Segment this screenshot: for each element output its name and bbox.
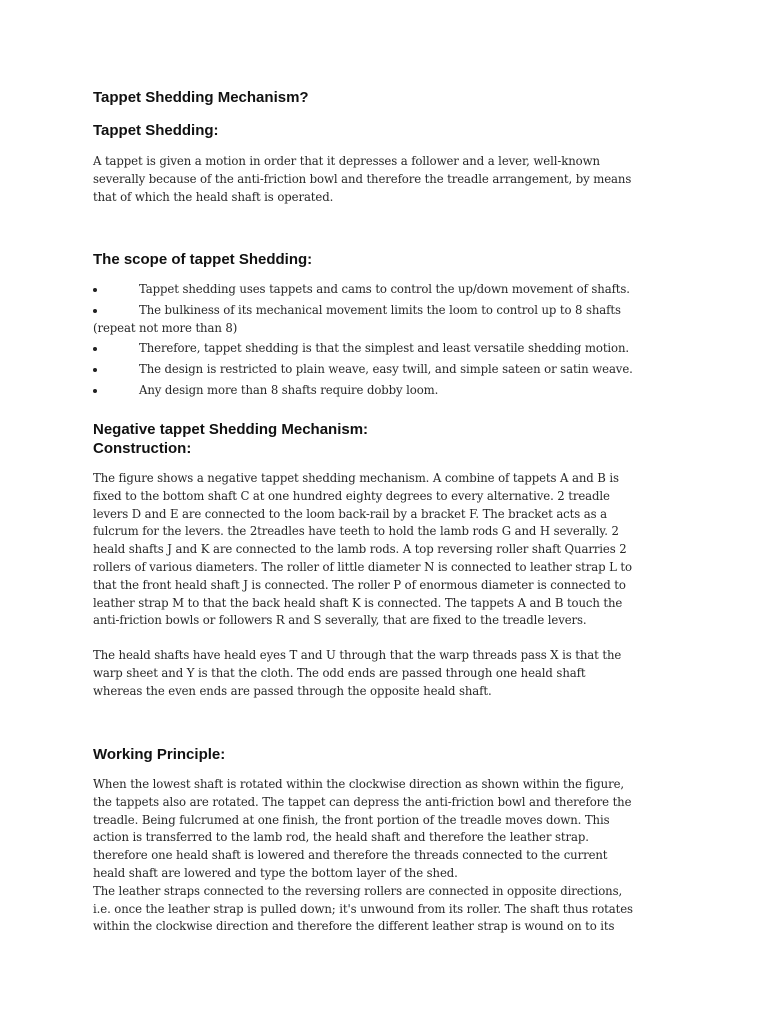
heading-scope: The scope of tappet Shedding: <box>93 251 313 268</box>
list-item <box>93 382 693 400</box>
list-item <box>93 281 693 299</box>
bullet-icon <box>93 309 97 313</box>
scope-bullet-list <box>93 281 693 400</box>
paragraph-construction-2 <box>93 647 683 700</box>
text-line: action is transferred to the lamb rod, the heald shaft and therefore the leather strap. <box>93 830 589 845</box>
text-line: that the front heald shaft J is connected. The roller P of enormous diameter is connected to <box>93 577 626 592</box>
list-item <box>93 361 693 379</box>
text-line: severally because of the anti-friction bowl and therefore the treadle arrangement, by means <box>93 171 632 186</box>
bullet-icon <box>93 389 97 393</box>
text-line: that of which the heald shaft is operated. <box>93 189 334 204</box>
list-item-text: Any design more than 8 shafts require dobby loom. <box>139 382 439 397</box>
list-item <box>93 340 693 358</box>
text-line: leather strap M to that the back heald shaft K is connected. The tappets A and B touch the <box>93 595 623 610</box>
list-item-text: Therefore, tappet shedding is that the simplest and least versatile shedding motion. <box>139 341 630 356</box>
text-line: whereas the even ends are passed through the opposite heald shaft. <box>93 683 492 698</box>
heading-tappet-shedding: Tappet Shedding: <box>93 122 219 139</box>
text-line: rollers of various diameters. The roller of little diameter N is connected to leather strap L to <box>93 559 632 574</box>
bullet-icon <box>93 347 97 351</box>
bullet-icon <box>93 368 97 372</box>
text-line: warp sheet and Y is that the cloth. The odd ends are passed through one heald shaft <box>93 665 586 680</box>
document-title: Tappet Shedding Mechanism? <box>93 89 309 106</box>
heading-working-principle: Working Principle: <box>93 746 226 763</box>
text-line: The figure shows a negative tappet shedding mechanism. A combine of tappets A and B is <box>93 471 619 485</box>
list-item-text: The bulkiness of its mechanical movement limits the loom to control up to 8 shafts <box>139 302 621 317</box>
text-line: When the lowest shaft is rotated within the clockwise direction as shown within the figure, <box>93 777 625 791</box>
text-line: within the clockwise direction and therefore the different leather strap is wound on to its <box>93 919 615 934</box>
text-line: heald shafts J and K are connected to the lamb rods. A top reversing roller shaft Quarries 2 <box>93 542 627 557</box>
heading-construction: Construction: <box>93 440 192 457</box>
text-line: fulcrum for the levers. the 2treadles have teeth to hold the lamb rods G and H severally. 2 <box>93 524 619 539</box>
text-line: The heald shafts have heald eyes T and U through that the warp threads pass X is that the <box>93 648 622 662</box>
list-item-text: The design is restricted to plain weave, easy twill, and simple sateen or satin weave. <box>139 362 633 377</box>
text-line: levers D and E are connected to the loom back-rail by a bracket F. The bracket acts as a <box>93 506 607 521</box>
text-line: heald shaft are lowered and type the bottom layer of the shed. <box>93 865 458 880</box>
list-item-continuation <box>93 320 693 338</box>
paragraph-construction-1 <box>93 470 683 630</box>
paragraph-working-principle <box>93 776 683 936</box>
text-line: anti-friction bowls or followers R and S severally, that are fixed to the treadle levers. <box>93 613 587 628</box>
list-item-text: (repeat not more than 8) <box>93 320 238 335</box>
text-line: i.e. once the leather strap is pulled down; it's unwound from its roller. The shaft thus rotates <box>93 901 633 916</box>
text-line: therefore one heald shaft is lowered and therefore the threads connected to the current <box>93 848 608 863</box>
paragraph-tappet-shedding <box>93 153 683 206</box>
list-item-text: Tappet shedding uses tappets and cams to control the up/down movement of shafts. <box>139 282 630 296</box>
text-line: fixed to the bottom shaft C at one hundred eighty degrees to every alternative. 2 treadle <box>93 488 610 503</box>
text-line: treadle. Being fulcrumed at one finish, the front portion of the treadle moves down. This <box>93 812 610 827</box>
text-line: A tappet is given a motion in order that it depresses a follower and a lever, well-known <box>93 154 600 168</box>
list-item <box>93 302 693 320</box>
heading-negative-tappet: Negative tappet Shedding Mechanism: <box>93 421 369 438</box>
bullet-icon <box>93 288 97 292</box>
text-line: the tappets also are rotated. The tappet can depress the anti-friction bowl and therefore the <box>93 794 632 809</box>
text-line: The leather straps connected to the reversing rollers are connected in opposite directions, <box>93 883 623 898</box>
